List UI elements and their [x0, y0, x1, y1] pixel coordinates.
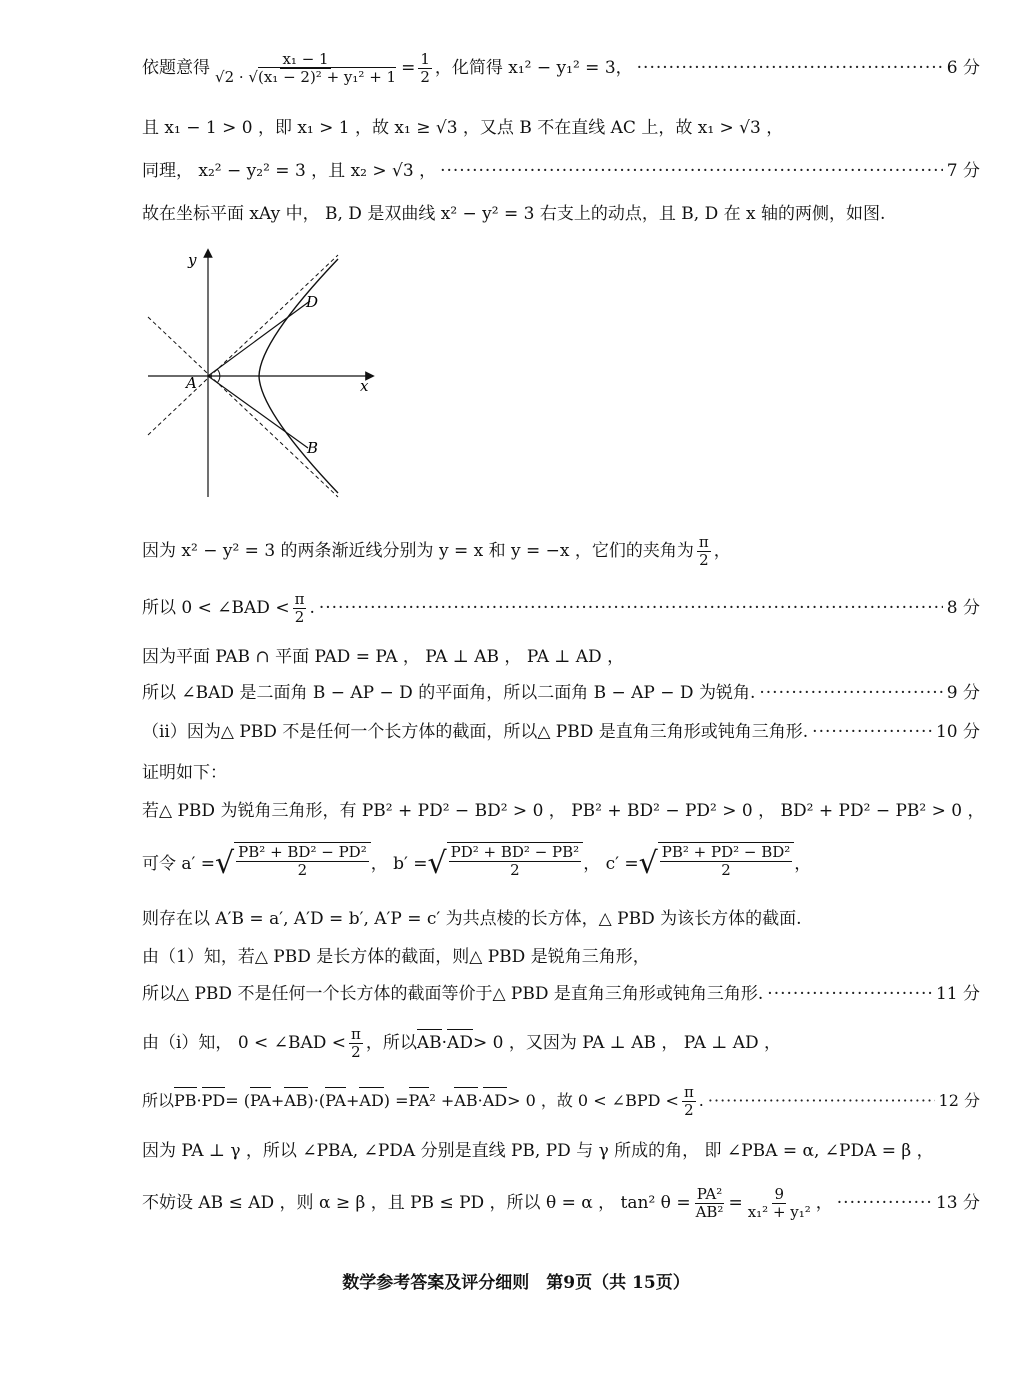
vector-AD: AD	[447, 1033, 473, 1053]
score: 12 分	[938, 1091, 980, 1110]
score: 7 分	[946, 161, 980, 181]
line-6: 所以 0 < ∠BAD < $\frac{\pi}{2}$ . ····· 8 分	[142, 590, 980, 626]
leader-dots	[708, 1090, 935, 1112]
score: 6 分	[946, 58, 980, 78]
y-label: y	[188, 251, 197, 269]
line-8: 所以 ∠BAD 是二面角 B − AP − D 的平面角，所以二面角 B − AP − D 为锐角. ····· 9 分	[142, 682, 980, 704]
line-1: 依题意得 $\frac{\text{x₁ − 1}}{\text{√2 · √(x₁ − 2)² + y₁² + 1}}$ = $\frac{1}{2}$ ，化简得 x₁² − y₁² = 3， ····· 6 分	[142, 46, 980, 90]
score: 9 分	[946, 683, 980, 703]
asymptote-y-eq-neg-x	[148, 317, 338, 497]
segment-AB	[208, 376, 308, 448]
d-label: D	[306, 293, 319, 311]
x-label: x	[360, 377, 369, 395]
line-15: 所以△ PBD 不是任何一个长方体的截面等价于△ PBD 是直角三角形或钝角三角形. ····· 11 分	[142, 983, 980, 1005]
vector-PB: PB	[174, 1091, 197, 1110]
asymptote-y-eq-x	[148, 255, 338, 435]
vector-AB: AB	[416, 1033, 442, 1053]
vector-AB: AB	[454, 1091, 478, 1110]
leader-dots	[759, 682, 942, 704]
line-7: 因为平面 PAB ∩ 平面 PAD = PA ， PA ⊥ AB ， PA ⊥ AD ，	[142, 647, 625, 667]
line-9: （ii）因为△ PBD 不是任何一个长方体的截面，所以△ PBD 是直角三角形或钝角三角形. ····· 10 分	[142, 721, 980, 743]
sqrt-c-prime: √ $\frac{\text{PB² + PD² − BD²}}{2}$	[639, 842, 795, 886]
leader-dots	[812, 721, 932, 743]
vector-PA: PA	[408, 1091, 430, 1110]
leader-dots	[319, 597, 943, 619]
line-4: 故在坐标平面 xAy 中， B, D 是双曲线 x² − y² = 3 右支上的动点，且 B, D 在 x 轴的两侧，如图.	[142, 204, 886, 224]
b-label: B	[307, 439, 319, 457]
a-label: A	[186, 374, 197, 392]
score: 8 分	[946, 598, 980, 618]
leader-dots	[440, 160, 943, 182]
score: 11 分	[935, 984, 980, 1004]
vector-AD: AD	[482, 1091, 508, 1110]
line-12: 可令 a′ = √ $\frac{\text{PB² + BD² − PD²}}{2}$ ， b′ = √ $\frac{\text{PD² + BD² − PB²}}{2}$ ， c′ = √ $\frac{\text{PB² + PD² − BD²}}{2}$ ，	[142, 838, 980, 890]
line-18: 因为 PA ⊥ γ ，所以 ∠PBA, ∠PDA 分别是直线 PB, PD 与 γ 所成的角， 即 ∠PBA = α, ∠PDA = β ，	[142, 1141, 934, 1161]
vector-AD: AD	[359, 1091, 384, 1110]
line-3: 同理， x₂² − y₂² = 3 ，且 x₂ > √3 ， ····· 7 分	[142, 160, 980, 182]
page-footer: 数学参考答案及评分细则 第9页（共 15页）	[342, 1273, 690, 1293]
line-11: 若△ PBD 为锐角三角形，有 PB² + PD² − BD² > 0 ， PB² + BD² − PD² > 0 ， BD² + PD² − PB² > 0 ，	[142, 801, 985, 821]
line-2: 且 x₁ − 1 > 0 ，即 x₁ > 1 ，故 x₁ ≥ √3 ，又点 B 不在直线 AC 上，故 x₁ > √3 ，	[142, 118, 784, 138]
leader-dots	[767, 983, 932, 1005]
score: 13 分	[935, 1193, 980, 1213]
sqrt-a-prime: √ $\frac{\text{PB² + BD² − PD²}}{2}$	[215, 842, 371, 886]
hyperbola-figure	[142, 245, 382, 505]
line-16: 由（i）知， 0 < ∠BAD < $\frac{\pi}{2}$ ，所以 AB · AD > 0 ，又因为 PA ⊥ AB ， PA ⊥ AD ，	[142, 1024, 782, 1061]
line-10: 证明如下：	[142, 763, 227, 783]
vector-PA: PA	[249, 1091, 271, 1110]
line-14: 由（1）知，若△ PBD 是长方体的截面，则△ PBD 是锐角三角形，	[142, 947, 650, 967]
vector-AB: AB	[284, 1091, 308, 1110]
score: 10 分	[935, 722, 980, 742]
vector-PA: PA	[325, 1091, 346, 1110]
leader-dots	[837, 1192, 932, 1214]
line-17: 所以 PB · PD = ( PA + AB )·( PA + AD ) = PA ² + AB · AD > 0 ，故 0 < ∠BPD < $\frac{\pi}{2}$ . ····· 12 分	[142, 1083, 980, 1119]
angle-cos-fraction: $\frac{\text{x₁ − 1}}{\text{√2 · √(x₁ − 2)² + y₁² + 1}}$	[215, 49, 397, 86]
vector-PD: PD	[201, 1091, 226, 1110]
segment-AD	[208, 301, 310, 376]
line-19: 不妨设 AB ≤ AD ，则 α ≥ β ，且 PB ≤ PD ，所以 θ = α ， tan² θ = $\frac{\text{PA²}}{\text{AB²}}$ = $\frac{9}{\text{x₁² + y₁²}}$ ， ····· 13 分	[142, 1183, 980, 1223]
line-13: 则存在以 A′B = a′, A′D = b′, A′P = c′ 为共点棱的长方体，△ PBD 为该长方体的截面.	[142, 909, 802, 929]
sqrt-b-prime: √ $\frac{\text{PD² + BD² − PB²}}{2}$	[428, 842, 584, 886]
line-5: 因为 x² − y² = 3 的两条渐近线分别为 y = x 和 y = −x ，它们的夹角为 $\frac{\pi}{2}$ ，	[142, 532, 731, 569]
leader-dots	[637, 57, 943, 79]
